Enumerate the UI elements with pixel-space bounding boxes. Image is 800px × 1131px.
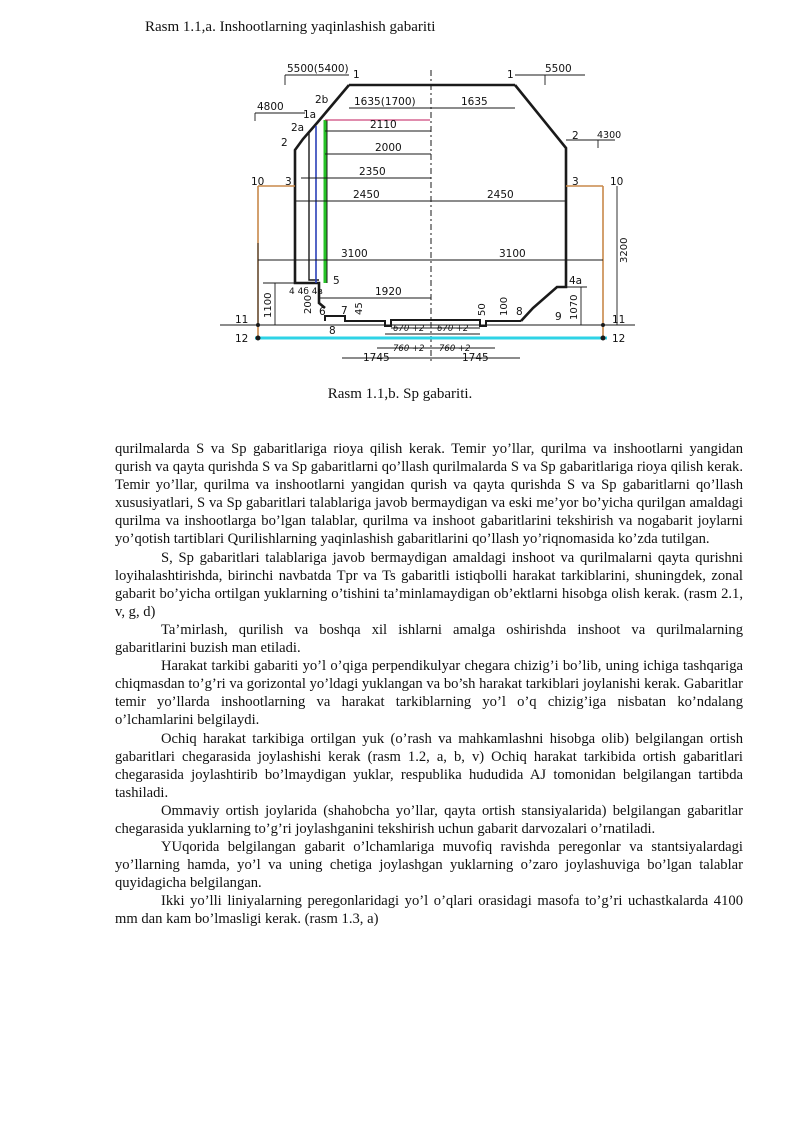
label-w3100-left: 3100 [341,248,368,260]
paragraph-7: YUqorida belgilangan gabarit o’lchamlariga muvofiq ravishda peregonlar va stantsiyalardagi yo’llarning hamda, yo’l va uning chetiga joylashgan yuklarning o’zaro joylashuviga bo’lgan talablar quyidagicha belgilangan. [115,839,743,892]
label-w760-right: 760 +2 [439,344,471,354]
point-12-right-label: 12 [612,333,626,345]
label-v100: 100 [499,296,510,316]
point-8-left: 8 [329,325,336,337]
point-2-right: 2 [572,130,579,142]
point-8-right: 8 [516,306,523,318]
point-7: 7 [341,305,348,317]
point-12-right [601,336,606,341]
point-1a: 1a [303,109,317,121]
label-w3100-right: 3100 [499,248,526,260]
label-w760-left: 760 +2 [393,344,425,354]
body-text [115,440,743,929]
label-w2000: 2000 [375,142,402,154]
point-10-right: 10 [610,176,624,188]
label-w1635: 1635 [461,96,488,108]
label-w2110: 2110 [370,119,397,131]
paragraph-8: Ikki yo’lli liniyalarning peregonlaridagi yo’l o’qlari orasidagi masofa to’g’ri uchastkalarda 4100 mm dan kam bo’lmasligi kerak. (rasm 1.3, a) [115,893,743,928]
point-2-left: 2 [281,137,288,149]
label-w1635-1700: 1635(1700) [354,96,416,108]
point-11-right [601,323,605,327]
paragraph-5: Ochiq harakat tarkibiga ortilgan yuk (o’rash va mahkamlashni hisobga olib) belgilangan ortish gabaritlari chegarasida joylashishi kerak (rasm 1.2, a, b, v) Ochiq harakat tarkibida ortish gabaritlari chegarasida joylashtirib bo’lmaydigan yuklar, respublika hududida AJ tomonidan belgilangan tartibda tashiladi. [115,730,743,801]
label-w670-left: 670 +2 [393,324,425,334]
point-11-left-label: 11 [235,314,249,326]
point-1-right: 1 [507,69,514,81]
point-3-right: 3 [572,176,579,188]
clearance-gauge-diagram [215,58,650,368]
point-6: 6 [319,306,326,318]
point-4-4b-4v: 4 4б 4в [289,287,323,297]
gauge-outline-right [515,85,566,321]
label-h3200: 3200 [619,237,630,263]
label-w1745-right: 1745 [462,352,489,364]
gauge-step-left [309,132,319,280]
point-2a: 2a [291,122,305,134]
gauge-drawing [215,58,650,368]
label-w2350: 2350 [359,166,386,178]
point-5: 5 [333,275,340,287]
paragraph-4: Harakat tarkibi gabariti yo’l o’qiga perpendikulyar chegara chizig’i bo’lib, uning ichiga tashqariga chiqmasdan to’g’ri va gorizontal yo’ldagi yuklangan va bo’sh harakat tarkiblari joylanishi kerak. Gabaritlar temir yo’llarda inshootlarning va harakat tarkiblarning yo’l o’q chizig’iga nisbatan ko’ndalang o’lchamlarini belgilaydi. [115,658,743,729]
point-11-right-label: 11 [612,314,626,326]
label-h4800: 4800 [257,101,284,113]
label-w1920: 1920 [375,286,402,298]
point-2b: 2b [315,94,329,106]
point-9: 9 [555,311,562,323]
paragraph-6: Ommaviy ortish joylarida (shahobcha yo’llar, qayta ortish stansiyalarida) belgilangan gabaritlar chegarasida yuklarning to’g’ri joylashganini tekshirish uchun gabarit darvozalari o’rnatiladi. [115,802,743,837]
label-v45: 45 [354,302,365,315]
point-10-left: 10 [251,176,265,188]
paragraph-1: qurilmalarda S va Sp gabaritlariga rioya qilish kerak. Temir yo’llar, qurilma va inshootlarni yangidan qurish va qayta qurishda S va Sp gabaritlarni qo’llash qurilmalarda S va Sp gabaritlariga rioya qilish kerak. Temir yo’llar, qurilma va inshootlarni yangidan qurish va qayta qurishda S va Sp gabaritlarni qo’llash xususiyatlari, S va Sp gabaritlari talablariga javob bermaydigan va eski me’yor bo’yicha qurilgan amaldagi qurilma va inshootlarga bo’lgan talablar, qurilma va inshoot gabaritlarini tekshirish va nogabarit joylarni yo’qotish tartiblari Qurilishlarning yaqinlashish gabaritlarini qo’llash yo’riqnomasida ko’zda tutilgan. [115,441,743,548]
point-1-left: 1 [353,69,360,81]
label-w670-right: 670 +2 [437,324,469,334]
figure-caption-a: Rasm 1.1,a. Inshootlarning yaqinlashish gabariti [145,19,436,35]
label-h1070: 1070 [569,294,580,320]
label-w1745-left: 1745 [363,352,390,364]
label-h4300: 4300 [597,130,622,141]
label-v200: 200 [303,294,314,314]
paragraph-3: Ta’mirlash, qurilish va boshqa xil ishlarni amalga oshirishda inshoot va qurilmalarning gabaritlarini buzish man etiladi. [115,621,743,657]
label-top-left-height: 5500(5400) [287,63,349,75]
point-4a: 4a [569,275,583,287]
label-w2450-left: 2450 [353,189,380,201]
paragraph-2: S, Sp gabaritlari talablariga javob bermaydigan amaldagi inshoot va qurilmalarni qayta qurishni loyihalashtirishda, birinchi navbatda Tpr va Ts gabaritli istiqbolli harakat tarkiblarini, shuningdek, zonal gabarit bo’yicha ortilgan yuklarning o’tishini ta’minlamaydigan ob’ektlarni hisobga olish kerak. (rasm 2.1, v, g, d) [115,549,743,620]
figure-caption-b: Rasm 1.1,b. Sp gabariti. [327,386,473,402]
label-w2450-right: 2450 [487,189,514,201]
label-v50: 50 [477,303,488,316]
label-top-right-height: 5500 [545,63,572,75]
point-12-left-label: 12 [235,333,249,345]
point-3-left: 3 [285,176,292,188]
point-12-left [256,336,261,341]
label-h1100: 1100 [263,292,274,318]
